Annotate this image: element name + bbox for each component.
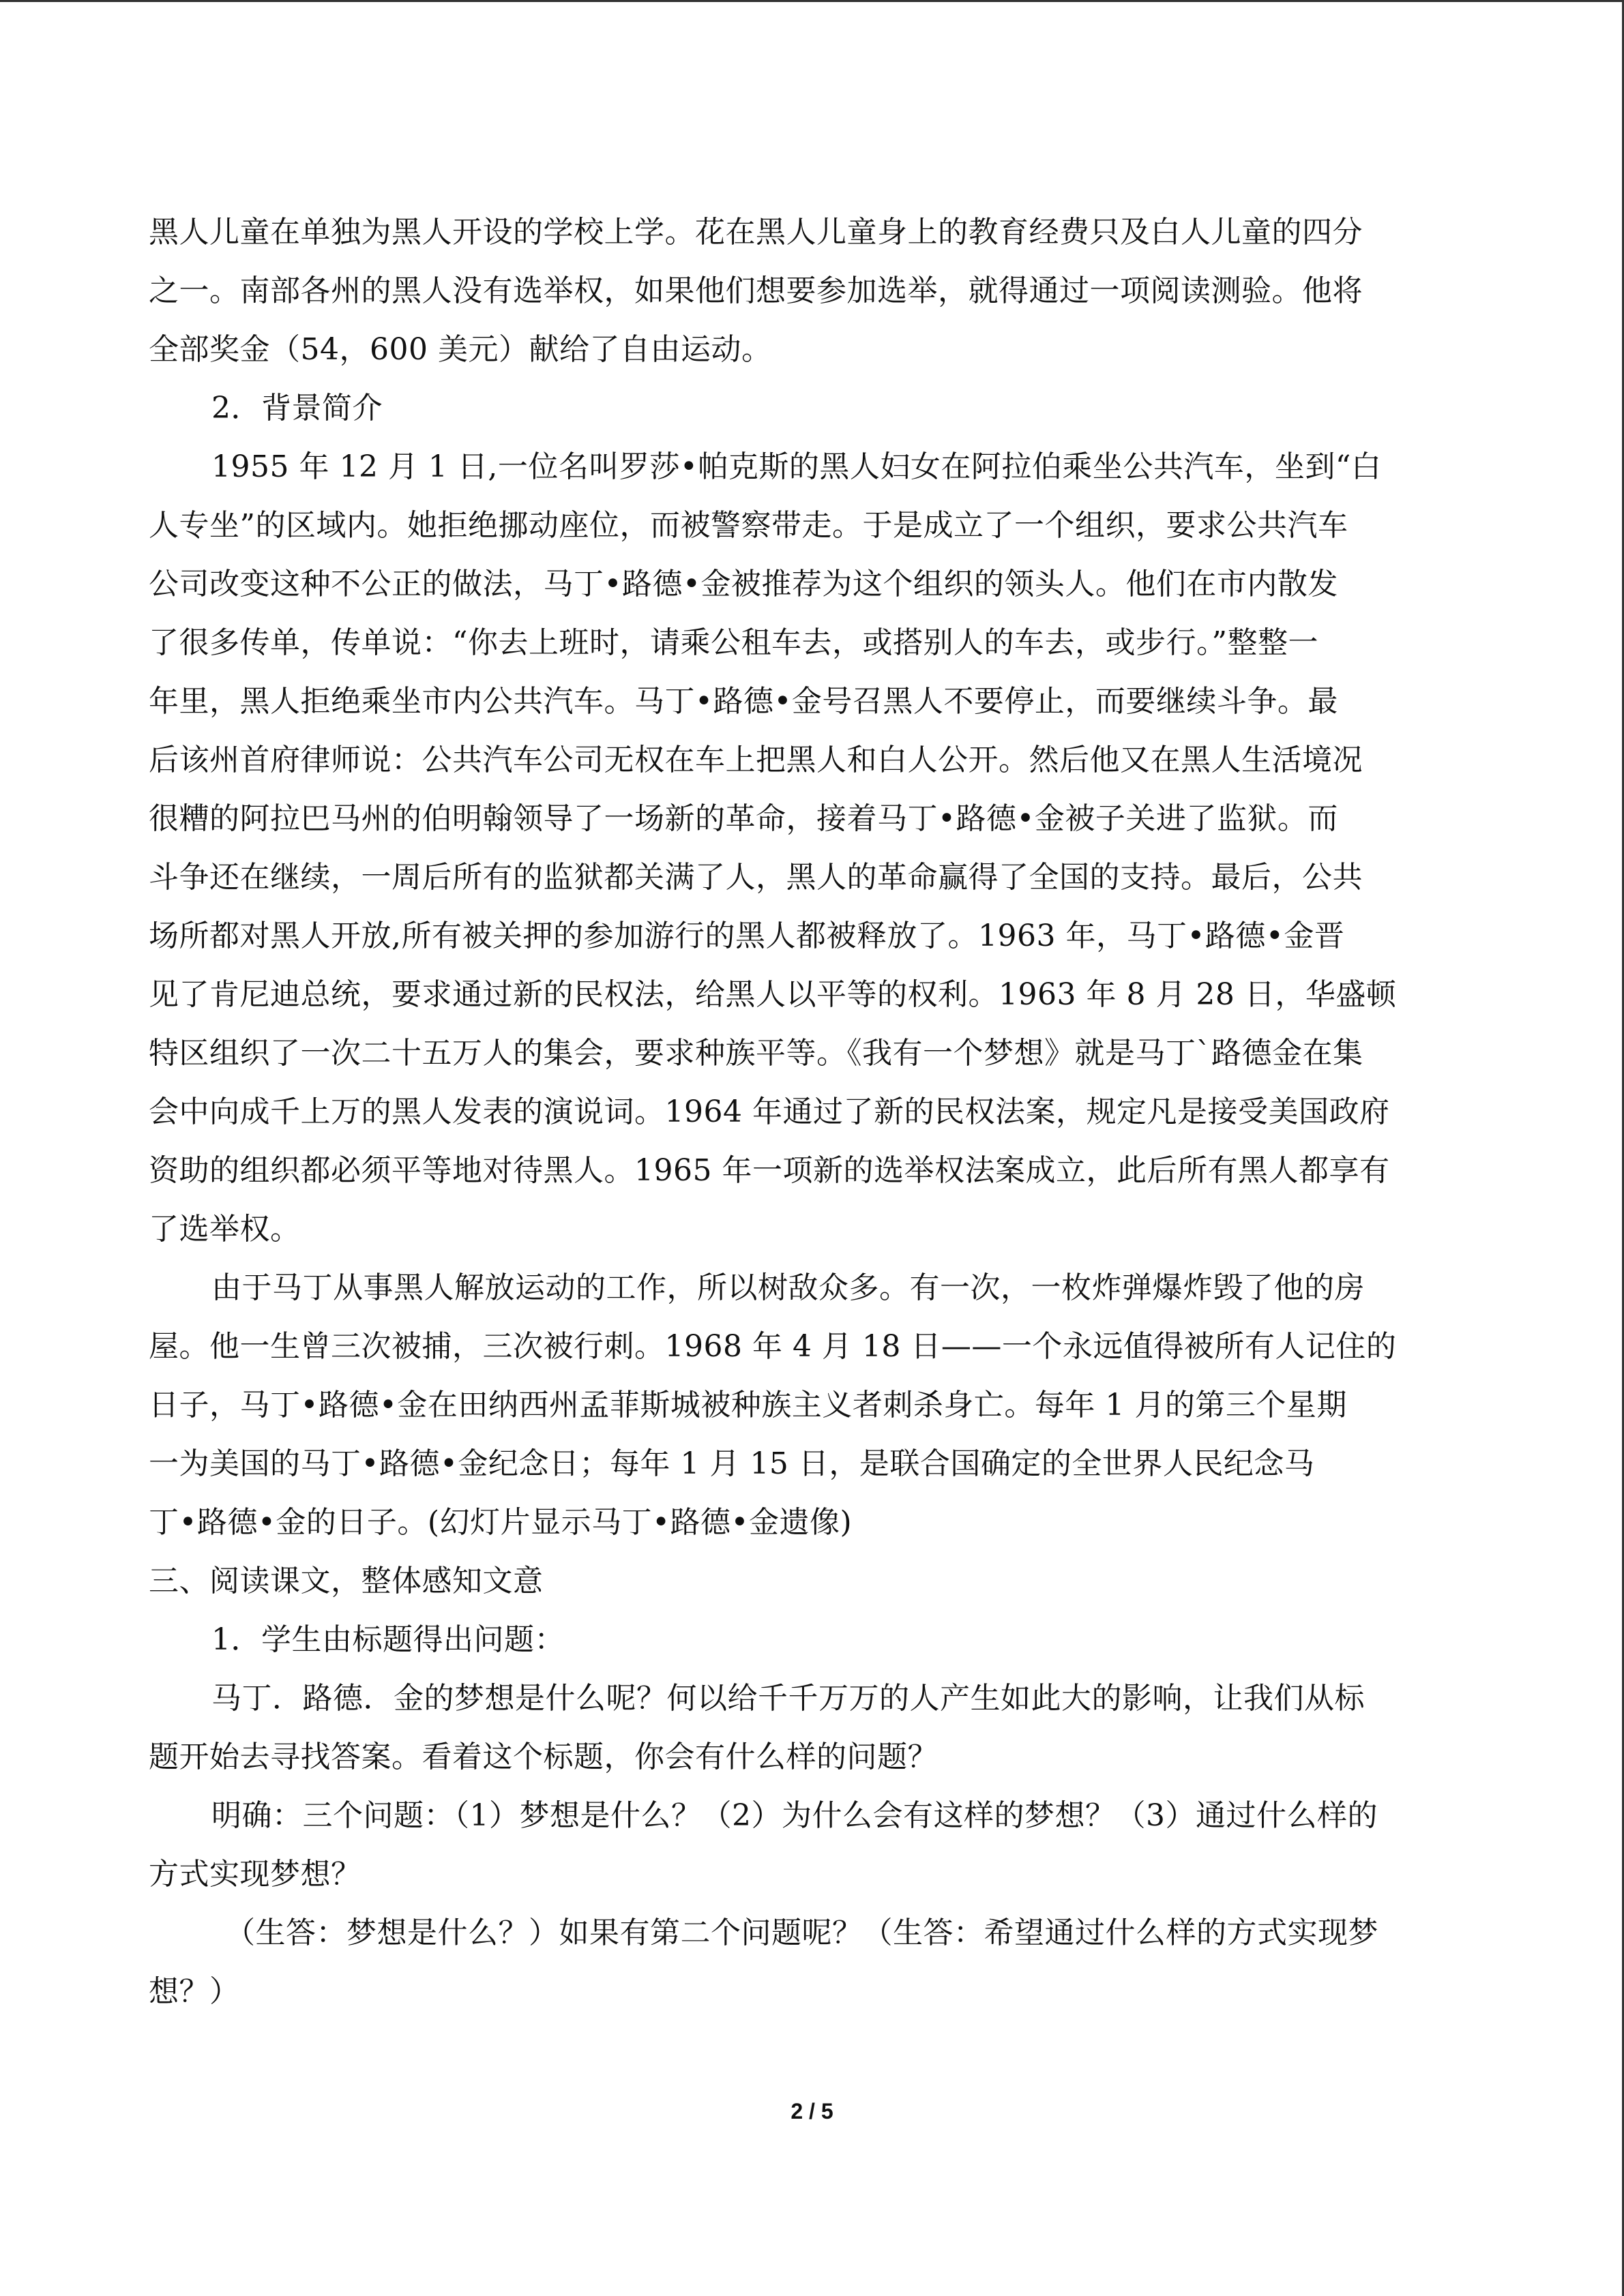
text-line: 1955 年 12 月 1 日,一位名叫罗莎•帕克斯的黑人妇女在阿拉伯乘坐公共汽车，坐到“白 [211,449,1382,484]
text-line: 明确：三个问题：（1）梦想是什么？（2）为什么会有这样的梦想？（3）通过什么样的 [211,1798,1378,1833]
text-line: 很糟的阿拉巴马州的伯明翰领导了一场新的革命，接着马丁•路德•金被子关进了监狱。而 [149,801,1338,836]
text-line: 年里，黑人拒绝乘坐市内公共汽车。马丁•路德•金号召黑人不要停止，而要继续斗争。最 [149,684,1338,719]
text-line: 三、阅读课文，整体感知文意 [149,1564,544,1598]
text-line: 方式实现梦想？ [149,1857,361,1892]
text-line: 日子，马丁•路德•金在田纳西州孟菲斯城被种族主义者刺杀身亡。每年 1 月的第三个星期 [149,1388,1347,1422]
text-line: 屋。他一生曾三次被捕，三次被行刺。1968 年 4 月 18 日——一个永远值得被所有人记住的 [149,1329,1397,1364]
text-line: 1．学生由标题得出问题： [211,1622,565,1657]
text-line: 场所都对黑人开放,所有被关押的参加游行的黑人都被释放了。1963 年，马丁•路德•金晋 [149,919,1345,953]
text-line: 全部奖金（54，600 美元）献给了自由运动。 [149,332,772,367]
document-body [149,203,1475,2021]
page-number: 2 / 5 [791,2099,833,2123]
text-line: 了很多传单，传单说：“你去上班时，请乘公租车去，或搭别人的车去，或步行。”整整一 [149,625,1318,660]
text-line: 人专坐”的区域内。她拒绝挪动座位，而被警察带走。于是成立了一个组织，要求公共汽车 [149,508,1348,543]
text-line: （生答：梦想是什么？）如果有第二个问题呢？（生答：希望通过什么样的方式实现梦 [225,1915,1378,1950]
text-line: 之一。南部各州的黑人没有选举权，如果他们想要参加选举，就得通过一项阅读测验。他将 [149,273,1363,308]
text-line: 见了肯尼迪总统，要求通过新的民权法，给黑人以平等的权利。1963 年 8 月 28 日，华盛顿 [149,977,1397,1012]
text-line: 题开始去寻找答案。看着这个标题，你会有什么样的问题？ [149,1740,938,1774]
text-line: 后该州首府律师说：公共汽车公司无权在车上把黑人和白人公开。然后他又在黑人生活境况 [149,743,1363,777]
text-line: 丁•路德•金的日子。(幻灯片显示马丁•路德•金遗像) [149,1505,853,1540]
text-line: 会中向成千上万的黑人发表的演说词。1964 年通过了新的民权法案，规定凡是接受美国政府 [149,1094,1390,1129]
text-line: 想？） [149,1974,240,2009]
text-line: 资助的组织都必须平等地对待黑人。1965 年一项新的选举权法案成立，此后所有黑人都享有 [149,1153,1390,1188]
text-line: 一为美国的马丁•路德•金纪念日；每年 1 月 15 日，是联合国确定的全世界人民纪念马 [149,1446,1315,1481]
text-line: 了选举权。 [149,1212,301,1247]
text-line: 斗争还在继续，一周后所有的监狱都关满了人，黑人的革命赢得了全国的支持。最后，公共 [149,860,1363,895]
text-line: 公司改变这种不公正的做法，马丁•路德•金被推荐为这个组织的领头人。他们在市内散发 [149,567,1338,601]
text-line: 由于马丁从事黑人解放运动的工作，所以树敌众多。有一次，一枚炸弹爆炸毁了他的房 [211,1270,1365,1305]
text-line: 2．背景简介 [211,391,383,426]
text-line: 特区组织了一次二十五万人的集会，要求种族平等。《我有一个梦想》就是马丁`路德金在集 [149,1036,1363,1071]
text-line: 马丁．路德．金的梦想是什么呢？何以给千千万万的人产生如此大的影响，让我们从标 [211,1681,1365,1716]
text-line: 黑人儿童在单独为黑人开设的学校上学。花在黑人儿童身上的教育经费只及白人儿童的四分 [149,215,1363,250]
